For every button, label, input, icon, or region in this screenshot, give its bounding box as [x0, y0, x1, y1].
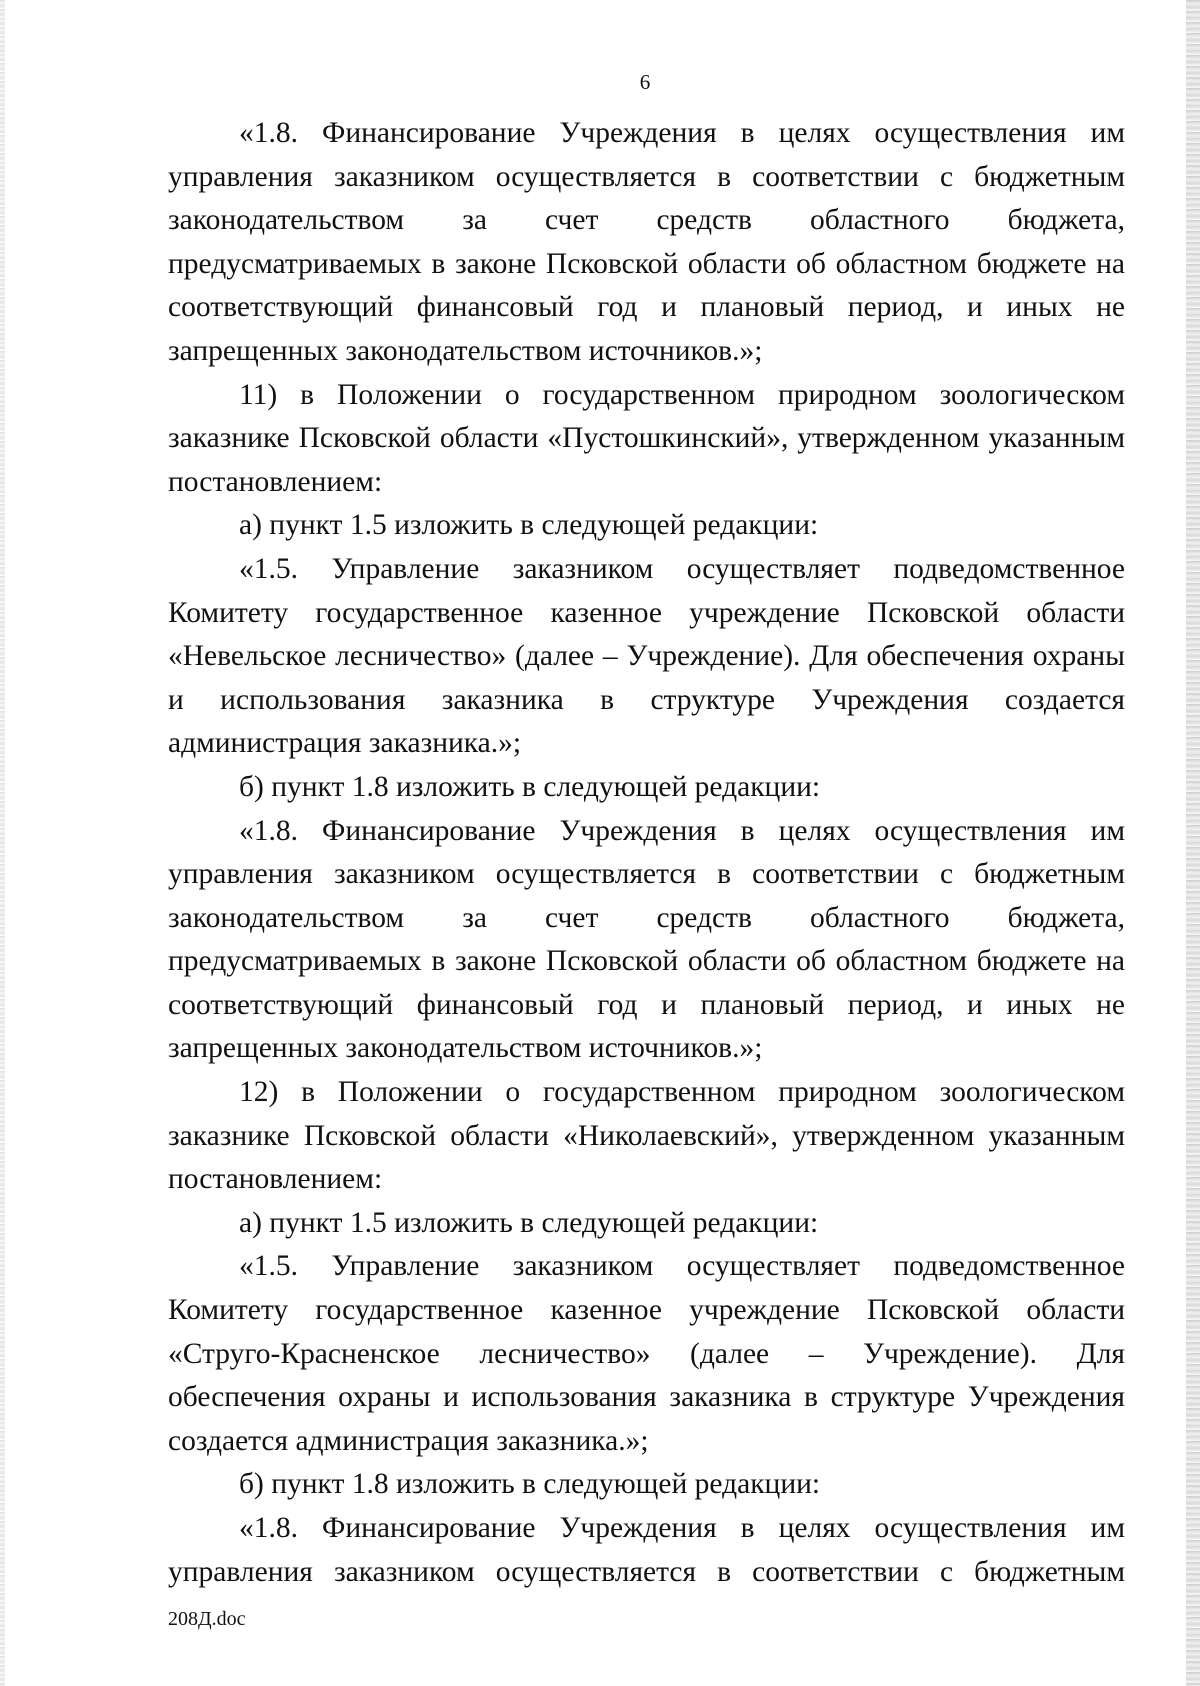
paragraph-financing-3: «1.8. Финансирование Учреждения в целях осуществления им управления заказником осуществляется в соответствии с бюджетным — [168, 1512, 1125, 1588]
footer-filename: 208Д.doc — [168, 1608, 246, 1630]
paragraph-subitem-b-1: б) пункт 1.8 изложить в следующей редакции: — [239, 770, 821, 803]
paragraph-financing-2: «1.8. Финансирование Учреждения в целях осуществления им управления заказником осуществляется в соответствии с бюджетным законодательством за счет средств областного бюджета, предусматриваемых в законе Псковской области об областном бюджете на соответствующий финансовый год и плановый период, и иных не запрещенных законодательством источников.»; — [168, 814, 1125, 1065]
scan-edge-right — [1186, 0, 1200, 1686]
paragraph-management-2: «1.5. Управление заказником осуществляет подведомственное Комитету государственное казенное учреждение Псковской области «Струго-Красненское лесничество» (далее – Учреждение). Для обеспечения охраны и использования заказника в структуре Учреждения создается администрация заказника.»; — [168, 1250, 1125, 1457]
paragraph-financing-1: «1.8. Финансирование Учреждения в целях осуществления им управления заказником осуществляется в соответствии с бюджетным законодательством за счет средств областного бюджета, предусматриваемых в законе Псковской области об областном бюджете на соответствующий финансовый год и плановый период, и иных не запрещенных законодательством источников.»; — [168, 117, 1125, 367]
document-body — [168, 112, 1125, 1594]
paragraph-item-12: 12) в Положении о государственном природном зоологическом заказнике Псковской области «Николаевский», утвержденном указанным постановлением: — [168, 1076, 1125, 1196]
page-number: 6 — [639, 70, 651, 94]
paragraph-subitem-a-2: а) пункт 1.5 изложить в следующей редакции: — [239, 1206, 819, 1239]
paragraph-subitem-a-1: а) пункт 1.5 изложить в следующей редакции: — [239, 509, 819, 542]
paragraph-item-11: 11) в Положении о государственном природном зоологическом заказнике Псковской области «Пустошкинский», утвержденном указанным постановлением: — [168, 378, 1125, 498]
scan-edge-left — [0, 0, 5, 1686]
paragraph-management-1: «1.5. Управление заказником осуществляет подведомственное Комитету государственное казенное учреждение Псковской области «Невельское лесничество» (далее – Учреждение). Для обеспечения охраны и использования заказника в структуре Учреждения создается администрация заказника.»; — [168, 552, 1125, 760]
paragraph-subitem-b-2: б) пункт 1.8 изложить в следующей редакции: — [239, 1468, 821, 1501]
